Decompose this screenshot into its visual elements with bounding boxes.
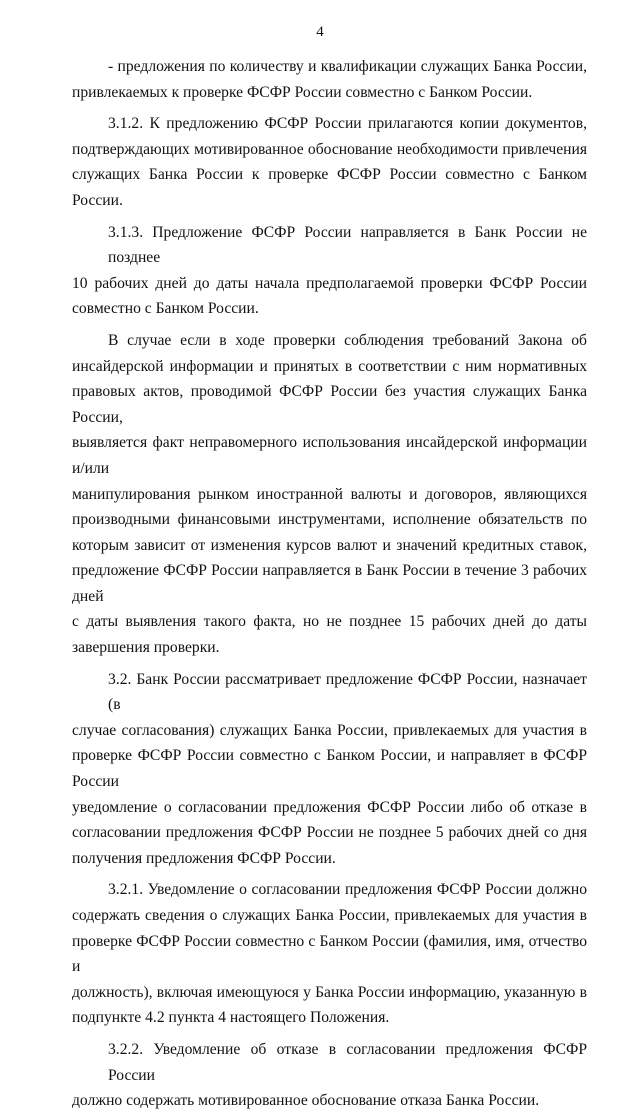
text-line: подпункте 4.2 пункта 4 настоящего Положения. — [72, 1009, 390, 1027]
paragraph — [72, 328, 587, 661]
text-line: завершения проверки. — [72, 639, 220, 657]
text-line: инсайдерской информации и принятых в соответствии с ним нормативных — [72, 357, 587, 375]
paragraph — [72, 220, 587, 322]
text-line: должность), включая имеющуюся у Банка России информацию, указанную в — [72, 983, 587, 1001]
paragraph — [72, 54, 587, 105]
text-line: служащих Банка России к проверке ФСФР России совместно с Банком России. — [72, 166, 587, 209]
page-number: 4 — [316, 24, 324, 40]
text-line: согласовании предложения ФСФР России не позднее 5 рабочих дней со дня — [72, 824, 587, 842]
text-line: должно содержать мотивированное обоснование отказа Банка России. — [72, 1092, 540, 1110]
text-line: получения предложения ФСФР России. — [72, 849, 336, 867]
text-line: 3.1.3. Предложение ФСФР России направляется в Банк России не позднее — [108, 223, 587, 267]
paragraph — [72, 877, 587, 1031]
paragraph — [72, 111, 587, 213]
text-line: производными финансовыми инструментами, исполнение обязательств по — [72, 511, 587, 529]
text-line: предложение ФСФР России направляется в Банк России в течение 3 рабочих дней — [72, 562, 587, 605]
paragraph — [72, 1037, 587, 1114]
text-line: 3.2. Банк России рассматривает предложение ФСФР России, назначает (в — [108, 670, 587, 714]
text-line: 10 рабочих дней до даты начала предполагаемой проверки ФСФР России — [72, 274, 587, 292]
text-line: совместно с Банком России. — [72, 300, 259, 318]
text-line: с даты выявления такого факта, но не позднее 15 рабочих дней до даты — [72, 613, 587, 631]
text-line: - предложения по количеству и квалификации служащих Банка России, — [108, 58, 587, 75]
text-line: содержать сведения о служащих Банка России, привлекаемых для участия в — [72, 907, 587, 924]
text-line: 3.2.2. Уведомление об отказе в согласовании предложения ФСФР России — [108, 1040, 587, 1084]
text-line: которым зависит от изменения курсов валют и значений кредитных ставок, — [72, 536, 587, 554]
text-line: 3.2.1. Уведомление о согласовании предложения ФСФР России должно — [108, 881, 587, 899]
text-line: проверке ФСФР России совместно с Банком России (фамилия, имя, отчество и — [72, 932, 587, 976]
text-line: проверке ФСФР России совместно с Банком России, и направляет в ФСФР России — [72, 747, 587, 791]
text-line: манипулирования рынком иностранной валюты и договоров, являющихся — [72, 485, 587, 503]
text-line: В случае если в ходе проверки соблюдения требований Закона об — [108, 331, 587, 349]
text-line: случае согласования) служащих Банка России, привлекаемых для участия в — [72, 721, 587, 739]
text-line: выявляется факт неправомерного использования инсайдерской информации и/или — [72, 434, 587, 477]
document-body — [72, 54, 587, 1120]
paragraph — [72, 667, 587, 872]
text-line: правовых актов, проводимой ФСФР России без участия служащих Банка России, — [72, 383, 587, 426]
text-line: уведомление о согласовании предложения ФСФР России либо об отказе в — [72, 798, 587, 816]
text-line: привлекаемых к проверке ФСФР России совместно с Банком России. — [72, 83, 533, 101]
text-line: 3.1.2. К предложению ФСФР России прилагаются копии документов, — [108, 115, 587, 133]
text-line: подтверждающих мотивированное обоснование необходимости привлечения — [72, 140, 587, 158]
